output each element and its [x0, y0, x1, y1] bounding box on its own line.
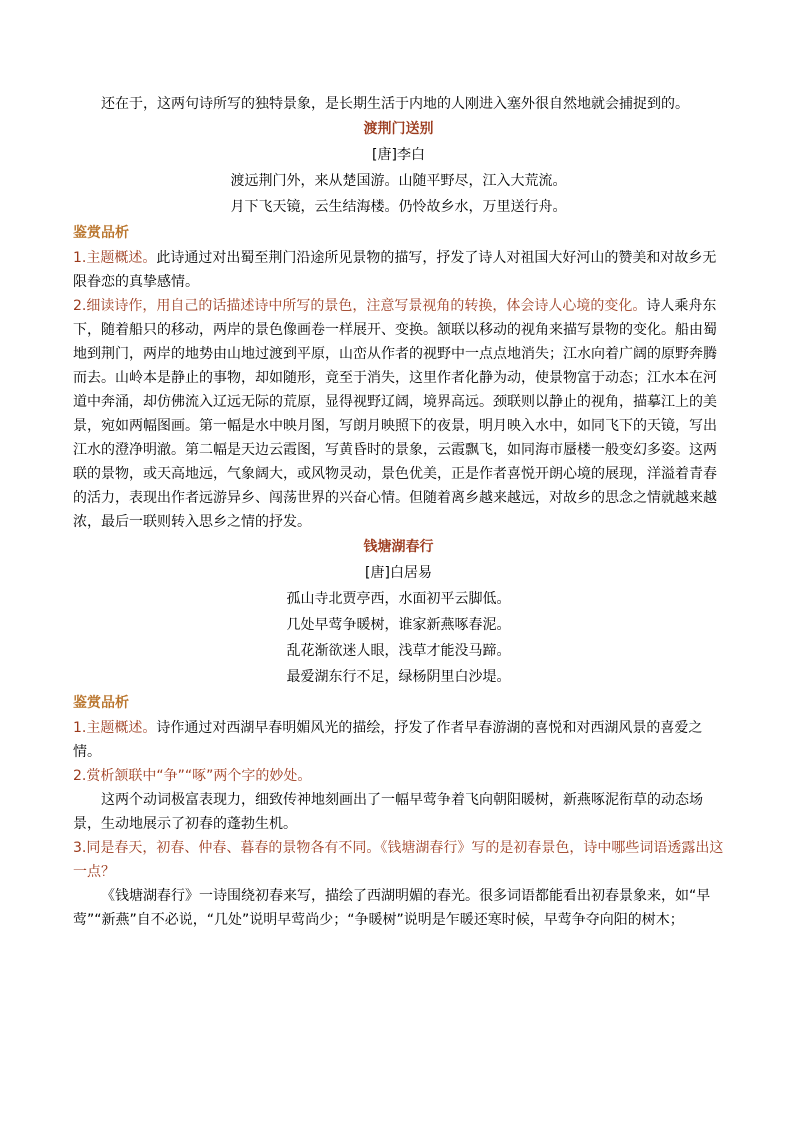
analysis-2-q1-label: 1.主题概述。 [73, 720, 157, 736]
poem-2-line: 几处早莺争暖树，谁家新燕啄春泥。 [286, 617, 511, 633]
poem-2 [73, 534, 724, 690]
poem-2-author: [唐]白居易 [365, 565, 432, 581]
analysis-1-q2-label: 2.细读诗作，用自己的话描述诗中所写的景色，注意写景视角的转换，体会诗人心境的变化。 [73, 298, 647, 314]
analysis-1-q1-label: 1.主题概述。 [73, 250, 157, 266]
analysis-1 [73, 220, 724, 534]
poem-1 [73, 116, 724, 220]
analysis-1-q1 [73, 246, 724, 294]
poem-2-title: 钱塘湖春行 [363, 539, 434, 555]
analysis-2-q3-text: 《钱塘湖春行》一诗围绕初春来写，描绘了西湖明媚的春光。很多词语都能看出初春景象来，如“早莺”“新燕”自不必说，“几处”说明早莺尚少；“争暖树”说明是乍暖还寒时候，早莺争夺向阳的树木； [73, 888, 711, 928]
analysis-2 [73, 690, 724, 932]
analysis-2-q1-text: 诗作通过对西湖早春明媚风光的描绘，抒发了作者早春游湖的喜悦和对西湖风景的喜爱之情。 [73, 720, 703, 760]
analysis-2-q2-label: 2.赏析颔联中“争”“啄”两个字的妙处。 [73, 768, 312, 784]
analysis-1-q1-text: 此诗通过对出蜀至荆门沿途所见景物的描写，抒发了诗人对祖国大好河山的赞美和对故乡无限眷恋的真挚感情。 [73, 250, 717, 290]
analysis-1-heading: 鉴赏品析 [73, 225, 129, 241]
poem-1-body [73, 142, 724, 220]
analysis-1-q2 [73, 294, 724, 534]
analysis-2-q3-label: 3.同是春天，初春、仲春、暮春的景物各有不同。《钱塘湖春行》写的是初春景色，诗中哪些词语透露出这一点？ [73, 840, 724, 880]
poem-2-line: 最爱湖东行不足，绿杨阴里白沙堤。 [286, 669, 511, 685]
poem-1-line: 渡远荆门外，来从楚国游。山随平野尽，江入大荒流。 [230, 173, 567, 189]
intro-paragraph: 还在于，这两句诗所写的独特景象，是长期生活于内地的人刚进入塞外很自然地就会捕捉到的。 [101, 96, 689, 112]
analysis-2-heading: 鉴赏品析 [73, 695, 129, 711]
poem-1-author: [唐]李白 [372, 147, 425, 163]
analysis-1-q2-text: 诗人乘舟东下，随着船只的移动，两岸的景色像画卷一样展开、变换。颔联以移动的视角来描写景物的变化。船由蜀地到荆门，两岸的地势由山地过渡到平原，山峦从作者的视野中一点点地消失；江水向着广阔的原野奔腾而去。山岭本是静止的事物，却如随形，竟至于消失，这里作者化静为动，使景物富于动态；江水本在河道中奔涌，却仿佛流入辽远无际的荒原，显得视野辽阔，境界高远。颈联则以静止的视角，描摹江上的美景，宛如两幅图画。第一幅是水中映月图，写朗月映照下的夜景，明月映入水中，如同飞下的天镜，写出江水的澄净明澈。第二幅是天边云霞图，写黄昏时的景象，云霞飘飞，如同海市蜃楼一般变幻多姿。这两联的景物，或天高地远，气象阔大，或风物灵动，景色优美，正是作者喜悦开朗心境的展现，洋溢着青春的活力，表现出作者远游异乡、闯荡世界的兴奋心情。但随着离乡越来越远，对故乡的思念之情就越来越浓，最后一联则转入思乡之情的抒发。 [73, 298, 717, 530]
poem-2-line: 孤山寺北贾亭西，水面初平云脚低。 [286, 591, 511, 607]
poem-2-body [73, 560, 724, 690]
poem-1-title: 渡荆门送别 [363, 121, 434, 137]
poem-1-line: 月下飞天镜，云生结海楼。仍怜故乡水，万里送行舟。 [230, 199, 567, 215]
poem-2-line: 乱花渐欲迷人眼，浅草才能没马蹄。 [286, 643, 511, 659]
document-page [73, 92, 724, 932]
analysis-2-q1 [73, 716, 724, 764]
analysis-2-q2-text: 这两个动词极富表现力，细致传神地刻画出了一幅早莺争着飞向朝阳暖树，新燕啄泥衔草的动态场景，生动地展示了初春的蓬勃生机。 [73, 792, 703, 832]
